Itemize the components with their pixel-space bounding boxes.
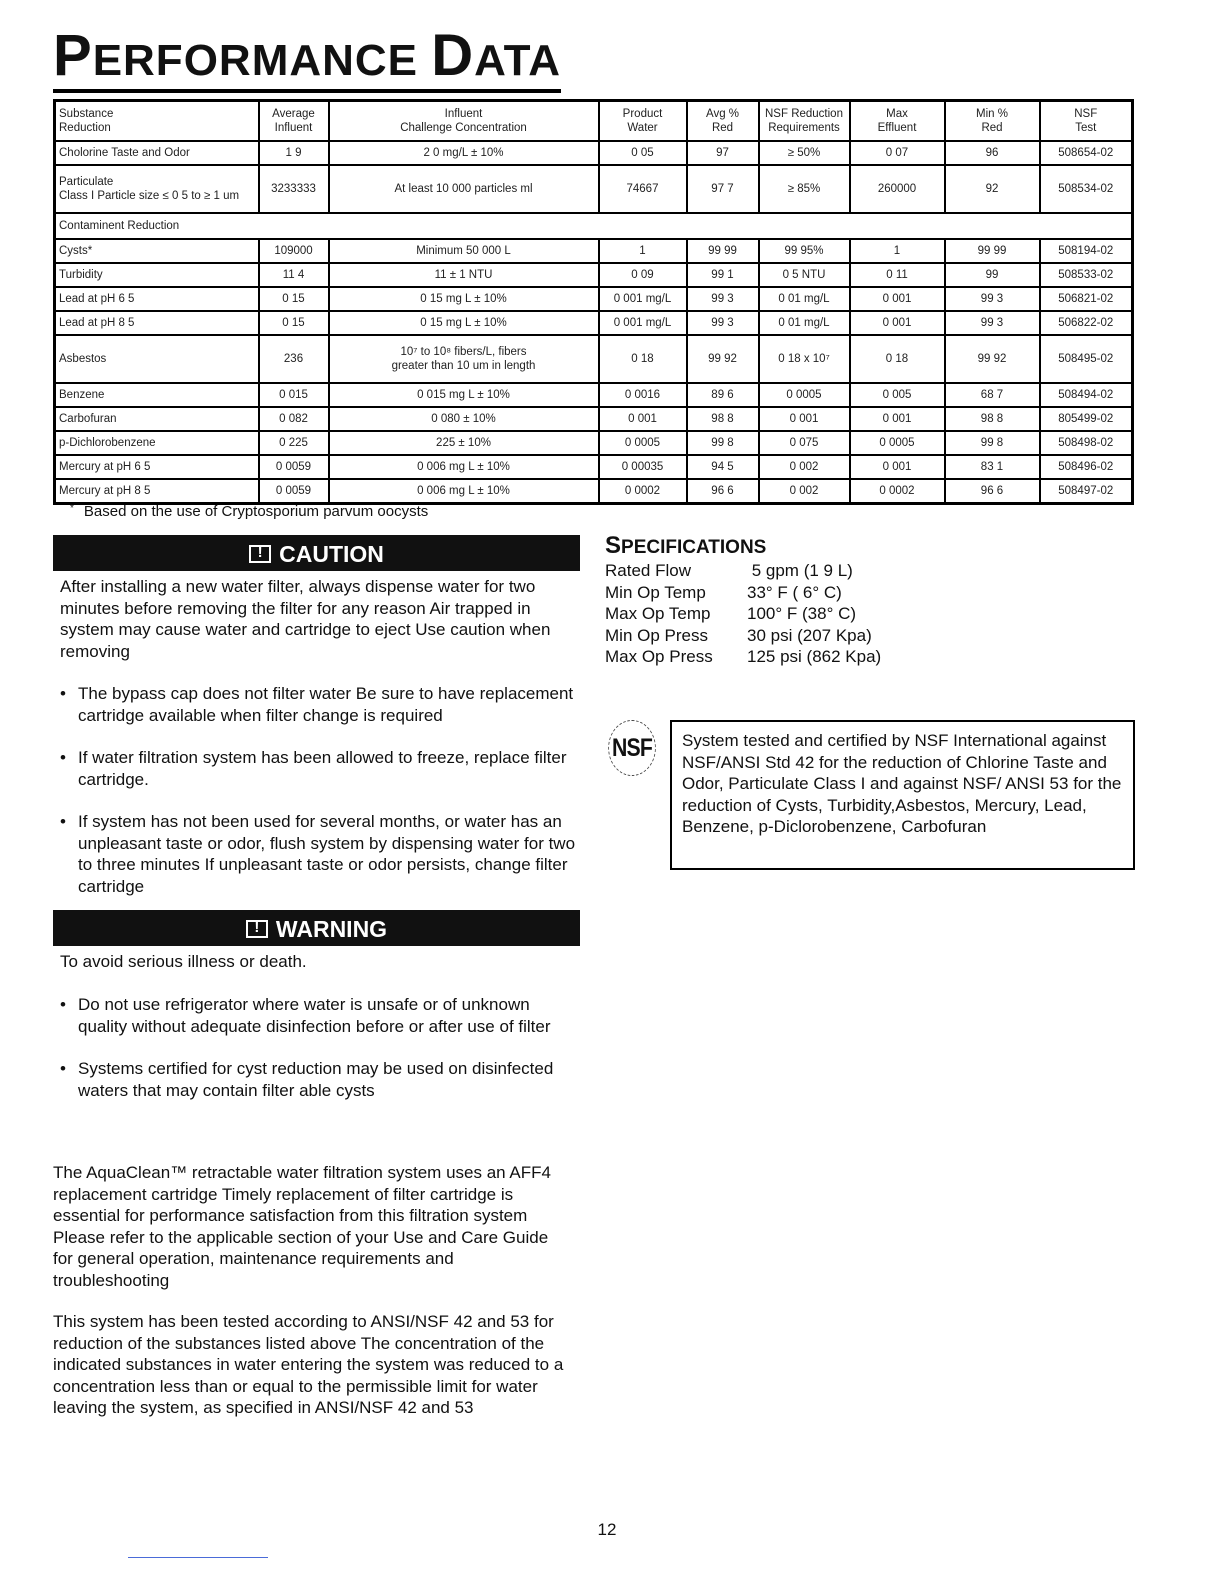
table-row — [55, 455, 1133, 479]
table-cell: 3233333 — [259, 165, 329, 213]
table-cell: 0 5 NTU — [759, 263, 850, 287]
column-header: Substance Reduction — [55, 101, 259, 142]
table-cell: 97 — [687, 141, 759, 165]
table-cell: 0 0005 — [759, 383, 850, 407]
table-cell: 68 7 — [945, 383, 1040, 407]
substance-cell: Particulate Class I Particle size ≤ 0 5 to ≥ 1 um — [55, 165, 259, 213]
warning-icon — [249, 545, 271, 563]
table-cell: 0 001 mg/L — [599, 311, 687, 335]
table-cell: 94 5 — [687, 455, 759, 479]
table-cell: 0 09 — [599, 263, 687, 287]
table-cell: 0 0002 — [850, 479, 945, 504]
table-cell: 0 01 mg/L — [759, 287, 850, 311]
table-cell: 0 015 mg L ± 10% — [329, 383, 599, 407]
list-item: • The bypass cap does not filter water Be sure to have replacement cartridge available when filter change is required — [60, 683, 580, 726]
table-row — [55, 165, 1133, 213]
table-cell: 0 0005 — [599, 431, 687, 455]
table-cell: 508497-02 — [1040, 479, 1133, 504]
table-cell: 0 001 — [759, 407, 850, 431]
table-cell: 0 001 — [599, 407, 687, 431]
table-cell: 99 3 — [945, 287, 1040, 311]
divider — [128, 1557, 268, 1558]
section-row — [55, 213, 1133, 239]
table-cell: 0 001 mg/L — [599, 287, 687, 311]
spec-row: Min Op Press 30 psi (207 Kpa) — [605, 625, 872, 645]
table-cell: 99 3 — [945, 311, 1040, 335]
table-cell: 11 ± 1 NTU — [329, 263, 599, 287]
nsf-certification-box: System tested and certified by NSF International against NSF/ANSI Std 42 for the reduction of Chlorine Taste and Odor, Particulate Class I and against NSF/ ANSI 53 for the reduction of Cysts, Turbidity,Asbestos, Mercury, Lead, Benzene, p-Diclorobenzene, Carbofuran — [670, 720, 1135, 870]
section-label: Contaminent Reduction — [55, 213, 1133, 239]
substance-cell: Turbidity — [55, 263, 259, 287]
table-cell: 508498-02 — [1040, 431, 1133, 455]
table-cell: 0 01 mg/L — [759, 311, 850, 335]
table-cell: 99 92 — [945, 335, 1040, 383]
table-cell: ≥ 50% — [759, 141, 850, 165]
table-row — [55, 287, 1133, 311]
table-cell: 0 002 — [759, 479, 850, 504]
table-cell: 1 — [599, 239, 687, 263]
table-cell: 98 8 — [945, 407, 1040, 431]
table-cell: 0 0059 — [259, 479, 329, 504]
table-cell: 0 0059 — [259, 455, 329, 479]
table-cell: ≥ 85% — [759, 165, 850, 213]
table-cell: 508495-02 — [1040, 335, 1133, 383]
list-item: • If water filtration system has been allowed to freeze, replace filter cartridge. — [60, 747, 580, 790]
table-cell: 97 7 — [687, 165, 759, 213]
spec-row: Min Op Temp 33° F ( 6° C) — [605, 582, 842, 602]
table-cell: 508494-02 — [1040, 383, 1133, 407]
page-title: PERFORMANCE DATA — [53, 28, 561, 93]
table-cell: 96 6 — [945, 479, 1040, 504]
table-header-row — [55, 101, 1133, 142]
table-cell: 225 ± 10% — [329, 431, 599, 455]
table-cell: 0 15 mg L ± 10% — [329, 311, 599, 335]
table-cell: 74667 — [599, 165, 687, 213]
caution-bullet-list — [60, 683, 580, 897]
table-cell: 96 — [945, 141, 1040, 165]
table-cell: 805499-02 — [1040, 407, 1133, 431]
substance-cell: Benzene — [55, 383, 259, 407]
table-row — [55, 407, 1133, 431]
table-cell: 0 18 — [850, 335, 945, 383]
table-cell: 99 99 — [945, 239, 1040, 263]
table-cell: 99 3 — [687, 287, 759, 311]
column-header: Product Water — [599, 101, 687, 142]
table-cell: 0 00035 — [599, 455, 687, 479]
table-cell: 508496-02 — [1040, 455, 1133, 479]
table-cell: 0 225 — [259, 431, 329, 455]
table-cell: 0 18 x 10⁷ — [759, 335, 850, 383]
table-cell: 508534-02 — [1040, 165, 1133, 213]
table-cell: 0 001 — [850, 407, 945, 431]
table-cell: 506822-02 — [1040, 311, 1133, 335]
page-number: 12 — [597, 1520, 617, 1539]
substance-cell: Mercury at pH 6 5 — [55, 455, 259, 479]
column-header: Influent Challenge Concentration — [329, 101, 599, 142]
table-cell: 11 4 — [259, 263, 329, 287]
table-cell: 99 92 — [687, 335, 759, 383]
table-cell: 0 07 — [850, 141, 945, 165]
performance-data-table — [53, 99, 1134, 505]
table-cell: 0 15 — [259, 287, 329, 311]
warning-icon — [246, 920, 268, 938]
table-cell: 89 6 — [687, 383, 759, 407]
table-cell: 0 15 — [259, 311, 329, 335]
table-cell: 0 075 — [759, 431, 850, 455]
substance-cell: Cysts* — [55, 239, 259, 263]
table-row — [55, 383, 1133, 407]
specifications-heading: SPECIFICATIONS — [605, 532, 767, 559]
table-cell: 99 99 — [687, 239, 759, 263]
spec-row: Rated Flow 5 gpm (1 9 L) — [605, 561, 853, 580]
table-cell: 0 005 — [850, 383, 945, 407]
table-cell: 0 0016 — [599, 383, 687, 407]
nsf-logo: NSF — [608, 720, 656, 776]
column-header: Min % Red — [945, 101, 1040, 142]
table-cell: 506821-02 — [1040, 287, 1133, 311]
substance-cell: Lead at pH 6 5 — [55, 287, 259, 311]
table-row — [55, 431, 1133, 455]
column-header: Avg % Red — [687, 101, 759, 142]
table-cell: 0 080 ± 10% — [329, 407, 599, 431]
table-cell: 0 082 — [259, 407, 329, 431]
table-cell: 236 — [259, 335, 329, 383]
substance-cell: Carbofuran — [55, 407, 259, 431]
substance-cell: Mercury at pH 8 5 — [55, 479, 259, 504]
table-cell: 0 006 mg L ± 10% — [329, 479, 599, 504]
table-row — [55, 141, 1133, 165]
table-cell: 99 1 — [687, 263, 759, 287]
testing-paragraph: This system has been tested according to ANSI/NSF 42 and 53 for reduction of the substances listed above The concentration of the indicated substances in water entering the system was reduced to a concentration less than or equal to the permissible limit for water leaving the system, as specified in ANSI/NSF 42 and 53 — [53, 1312, 564, 1417]
list-item: • Systems certified for cyst reduction may be used on disinfected waters that may contain filter able cysts — [60, 1058, 580, 1101]
table-cell: 0 001 — [850, 287, 945, 311]
table-cell: 1 9 — [259, 141, 329, 165]
table-cell: 0 006 mg L ± 10% — [329, 455, 599, 479]
substance-cell: p-Dichlorobenzene — [55, 431, 259, 455]
column-header: NSF Reduction Requirements — [759, 101, 850, 142]
spec-row: Max Op Press 125 psi (862 Kpa) — [605, 647, 882, 666]
warning-intro: To avoid serious illness or death. — [60, 952, 307, 971]
table-footnote: * Based on the use of Cryptosporium parvum oocysts — [70, 503, 429, 520]
table-cell: 0 11 — [850, 263, 945, 287]
table-cell: 96 6 — [687, 479, 759, 504]
specifications-list — [605, 560, 881, 668]
table-cell: At least 10 000 particles ml — [329, 165, 599, 213]
table-cell: 1 — [850, 239, 945, 263]
caution-banner: !CAUTION — [53, 535, 580, 571]
table-cell: 0 0002 — [599, 479, 687, 504]
warning-banner: !WARNING — [53, 910, 580, 946]
filter-info-paragraph: The AquaClean™ retractable water filtration system uses an AFF4 replacement cartridge Timely replacement of filter cartridge is essential for performance satisfaction from this filtration system Please refer to the applicable section of your Use and Care Guide for general operation, maintenance requirements and troubleshooting — [53, 1163, 551, 1290]
column-header: Average Influent — [259, 101, 329, 142]
caution-intro: After installing a new water filter, always dispense water for two minutes before removing the filter for any reason Air trapped in system may cause water and cartridge to eject Use caution when removing — [60, 577, 551, 661]
table-cell: 99 3 — [687, 311, 759, 335]
table-cell: 0 001 — [850, 311, 945, 335]
table-cell: 0 15 mg L ± 10% — [329, 287, 599, 311]
table-cell: 0 05 — [599, 141, 687, 165]
table-cell: 99 8 — [945, 431, 1040, 455]
substance-cell: Asbestos — [55, 335, 259, 383]
table-cell: 92 — [945, 165, 1040, 213]
list-item: • Do not use refrigerator where water is unsafe or of unknown quality without adequate disinfection before or after use of filter — [60, 994, 580, 1037]
table-row — [55, 239, 1133, 263]
table-row — [55, 311, 1133, 335]
spec-row: Max Op Temp 100° F (38° C) — [605, 604, 857, 623]
table-cell: 99 8 — [687, 431, 759, 455]
table-row — [55, 335, 1133, 383]
table-cell: 508194-02 — [1040, 239, 1133, 263]
table-cell: 98 8 — [687, 407, 759, 431]
table-cell: 83 1 — [945, 455, 1040, 479]
table-cell: 99 — [945, 263, 1040, 287]
table-cell: 109000 — [259, 239, 329, 263]
warning-bullet-list — [60, 994, 580, 1101]
table-cell: 260000 — [850, 165, 945, 213]
table-cell: 0 18 — [599, 335, 687, 383]
table-cell: 2 0 mg/L ± 10% — [329, 141, 599, 165]
substance-cell: Cholorine Taste and Odor — [55, 141, 259, 165]
table-row — [55, 263, 1133, 287]
table-cell: 0 002 — [759, 455, 850, 479]
table-cell: Minimum 50 000 L — [329, 239, 599, 263]
substance-cell: Lead at pH 8 5 — [55, 311, 259, 335]
table-cell: 10⁷ to 10⁸ fibers/L, fibers greater than 10 um in length — [329, 335, 599, 383]
table-cell: 0 0005 — [850, 431, 945, 455]
column-header: Max Effluent — [850, 101, 945, 142]
table-row — [55, 479, 1133, 504]
table-cell: 0 015 — [259, 383, 329, 407]
table-cell: 508654-02 — [1040, 141, 1133, 165]
table-cell: 0 001 — [850, 455, 945, 479]
table-cell: 508533-02 — [1040, 263, 1133, 287]
column-header: NSF Test — [1040, 101, 1133, 142]
table-cell: 99 95% — [759, 239, 850, 263]
list-item: • If system has not been used for several months, or water has an unpleasant taste or odor, flush system by dispensing water for two to three minutes If unpleasant taste or odor persists, change filter cartridge — [60, 811, 580, 897]
